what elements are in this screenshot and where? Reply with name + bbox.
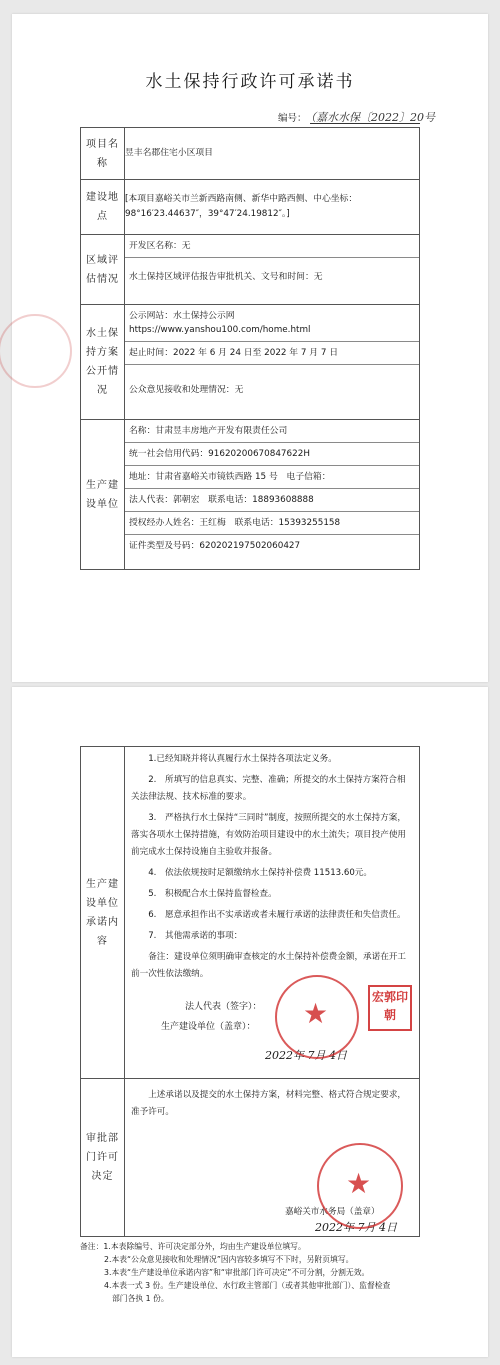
- footnote-1: 备注：1.本表除编号、许可决定部分外，均由生产建设单位填写。: [80, 1242, 306, 1251]
- value-project-name: 昱丰名郡住宅小区项目: [125, 128, 420, 180]
- legal-rep-signature-label: 法人代表（签字）：: [185, 1002, 262, 1012]
- row-zone-assessment: [81, 235, 420, 305]
- label-construction-unit: 生产建设单位: [81, 420, 125, 570]
- unit-certificate: 证件类型及号码：620202197502060427: [129, 541, 301, 551]
- commitment-item-7: 7. 其他需承诺的事项：: [148, 931, 243, 941]
- unit-legal-rep: 法人代表：郭朝宏 联系电话：18893608888: [125, 489, 419, 512]
- personal-seal: 宏郭印朝: [368, 985, 412, 1031]
- company-seal: [275, 975, 359, 1059]
- unit-credit-code: 统一社会信用代码：91620200670847622H: [125, 443, 419, 466]
- serial-underline: [310, 123, 420, 124]
- publicity-period: 起止时间：2022 年 6 月 24 日至 2022 年 7 月 7 日: [125, 342, 419, 365]
- footnote-2: 2.本表“公众意见接收和处理情况”因内容较多填写不下时，另附页填写。: [104, 1255, 354, 1264]
- info-table: [80, 127, 420, 570]
- label-publicity: 水土保持方案公开情况: [81, 305, 125, 420]
- unit-seal-label: 生产建设单位（盖章）：: [161, 1022, 256, 1032]
- form-page-1: [12, 14, 488, 682]
- label-commitment: 生产建设单位承诺内容: [81, 747, 125, 1079]
- authority-seal: [317, 1143, 403, 1229]
- footnote-3: 3.本表“生产建设单位承诺内容”和“审批部门许可决定”不可分割，分割无效。: [104, 1268, 370, 1277]
- zone-dev-area: 开发区名称：无: [125, 235, 419, 258]
- publicity-website: 公示网站：水土保持公示网 https://www.yanshou100.com/home.html: [125, 305, 419, 342]
- unit-address: 地址：甘肃省嘉峪关市镜铁西路 15 号 电子信箱：: [125, 466, 419, 489]
- commitment-remark: 备注：建设单位须明确审查核定的水土保持补偿费金额，承诺在开工前一次性依法缴纳。: [131, 952, 407, 979]
- footnote-5: 部门各执 1 份。: [112, 1294, 169, 1303]
- row-publicity: [81, 305, 420, 420]
- serial-handwritten-value: （嘉水水保〔2022〕20号: [310, 111, 436, 124]
- unit-name: 名称：甘肃昱丰房地产开发有限责任公司: [125, 420, 419, 443]
- authority-seal-star-icon: ★: [346, 1167, 372, 1200]
- label-project-name: 项目名称: [81, 128, 125, 180]
- approval-authority-seal-label: 嘉峪关市水务局（盖章）: [285, 1207, 380, 1217]
- commitment-table: [80, 746, 420, 1237]
- commitment-item-5: 5. 积极配合水土保持监督检查。: [148, 889, 277, 899]
- label-location: 建设地点: [81, 180, 125, 235]
- commitment-item-1: 1.已经知晓并将认真履行水土保持各项法定义务。: [148, 754, 337, 764]
- footnote-4: 4.本表一式 3 份。生产建设单位、水行政主管部门（或者其他审批部门）、监督检查: [104, 1281, 391, 1290]
- faint-seal-mark: [0, 314, 72, 388]
- zone-approval-info: 水土保持区域评估报告审批机关、文号和时间：无: [129, 272, 323, 282]
- seal-star-icon: ★: [303, 997, 329, 1030]
- commitment-item-4: 4. 依法依规按时足额缴纳水土保持补偿费 11513.60元。: [148, 868, 372, 878]
- commitment-item-6: 6. 愿意承担作出不实承诺或者未履行承诺的法律责任和失信责任。: [148, 910, 406, 920]
- approval-date: 2022年 7月 4日: [315, 1221, 397, 1234]
- unit-agent: 授权经办人姓名：王红梅 联系电话：15393255158: [125, 512, 419, 535]
- publicity-feedback: 公众意见接收和处理情况：无: [129, 385, 244, 395]
- label-approval: 审批部门许可决定: [81, 1079, 125, 1237]
- row-construction-unit: [81, 420, 420, 570]
- document-title: 水土保持行政许可承诺书: [145, 72, 355, 92]
- row-project-name: [81, 128, 420, 180]
- row-commitment: [81, 747, 420, 1079]
- row-location: [81, 180, 420, 235]
- serial-label: 编号：: [278, 113, 307, 124]
- commitment-item-3: 3. 严格执行水土保持“三同时”制度，按照所提交的水土保持方案，落实各项水土保持措施，有效防治项目建设中的水土流失；项目投产使用前完成水土保持设施自主验收并报备。: [131, 813, 407, 857]
- label-zone-assessment: 区域评估情况: [81, 235, 125, 305]
- row-approval: [81, 1079, 420, 1237]
- form-page-2: [12, 687, 488, 1357]
- commitment-item-2: 2. 所填写的信息真实、完整、准确；所提交的水土保持方案符合相关法律法规、技术标准的要求。: [131, 775, 406, 802]
- approval-decision-text: 上述承诺以及提交的水土保持方案，材料完整、格式符合规定要求，准予许可。: [131, 1090, 407, 1117]
- value-location: [本项目嘉峪关市兰新西路南侧、新华中路西侧、中心坐标：98°16′23.44637″，39°47′24.19812″。]: [125, 180, 420, 235]
- commitment-signature-date: 2022年 7月 4日: [265, 1049, 347, 1062]
